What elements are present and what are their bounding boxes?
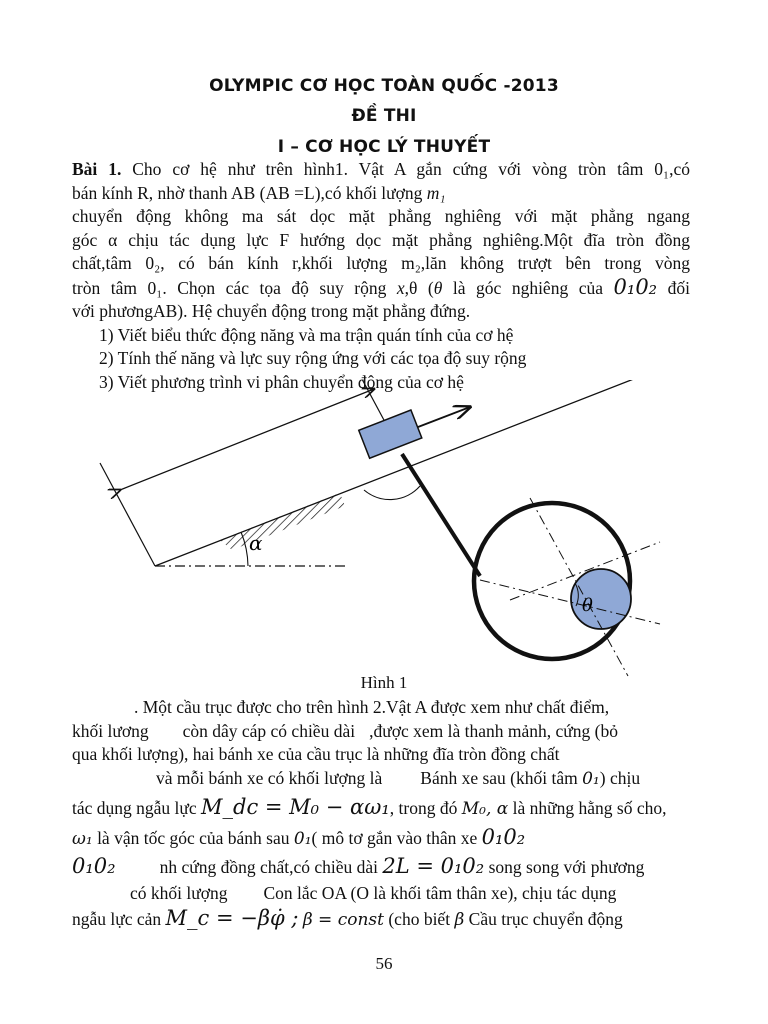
problem-2-text: ( mô tơ gắn vào thân xe: [311, 827, 478, 848]
torque-formula: M_dc = M₀ − αω₁: [201, 795, 390, 819]
theta-symbol: θ: [433, 277, 443, 298]
problem-1-line: [72, 182, 690, 206]
problem-2-text: ) chịu: [599, 767, 641, 788]
section-heading: I – CƠ HỌC LÝ THUYẾT: [277, 137, 491, 157]
beta-symbol: β: [454, 910, 465, 930]
dimension-line: [355, 380, 385, 422]
problem-1-text: tròn tâm 0₁. Chọn các tọa độ suy rộng: [72, 277, 397, 298]
problem-1-text: ,θ (: [404, 277, 434, 298]
problem-2-text: song song với phương: [488, 857, 645, 877]
problem-2-line: [72, 796, 690, 822]
o1-symbol: 0₁: [582, 768, 600, 789]
problem-2-text: (cho biết: [388, 909, 451, 929]
beta-constant: β = const: [302, 910, 384, 930]
joint-arc: [364, 486, 420, 500]
figure-caption: Hình 1: [360, 673, 408, 692]
problem-2-line: [72, 855, 690, 880]
block-a: [359, 410, 422, 458]
problem-2-text: Con lắc OA (O là khối tâm thân xe), chịu tác dụng: [263, 882, 617, 903]
problem-2-text: là những hằng số cho,: [512, 798, 667, 818]
problem-1-item: 2) Tính thế năng và lực suy rộng ứng với các tọa độ suy rộng: [99, 348, 527, 368]
problem-2-text: còn dây cáp có chiều dài: [182, 720, 356, 741]
problem-2-text: , trong đó: [389, 798, 458, 818]
problem-1-label: Bài 1.: [72, 159, 122, 179]
page-number: 56: [375, 954, 393, 973]
problem-1-line: góc α chịu tác dụng lực F hướng dọc mặt phẳng nghiêng.Một đĩa tròn đồng: [72, 229, 690, 250]
problem-1-line: chuyển động không ma sát dọc mặt phẳng nghiêng với mặt phẳng ngang: [72, 206, 690, 226]
problem-1-item: 3) Viết phương trình vi phân chuyển động của cơ hệ: [99, 371, 464, 392]
problem-2-text: khối lương: [72, 720, 149, 741]
problem-2-line: . Một cầu trục được cho trên hình 2.Vật A được xem như chất điểm,: [134, 697, 610, 717]
axis-line: [480, 580, 660, 624]
problem-1: [72, 158, 690, 394]
problem-1-text: đối: [657, 277, 690, 298]
problem-2: [72, 696, 690, 933]
problem-1-text: bán kính R, nhờ thanh AB (AB =L),có khối lượng: [72, 182, 427, 203]
omega-symbol: ω₁: [72, 828, 93, 849]
problem-1-text: Cho cơ hệ như trên hình1. Vật A gắn cứng với vòng tròn tâm 0₁,có: [121, 159, 691, 179]
problem-2-text: Cầu trục chuyển động: [468, 909, 623, 929]
problem-2-text: ngẫu lực cản: [72, 909, 162, 929]
resist-torque-formula: M_c = −βφ̇ ;: [165, 906, 299, 930]
problem-2-line: qua khối lượng), hai bánh xe của cầu trục là những đĩa tròn đồng chất: [72, 744, 560, 764]
problem-1-line: với phươngAB). Hệ chuyển động trong mặt phẳng đứng.: [72, 301, 471, 321]
problem-2-text: nh cứng đồng chất,có chiều dài: [159, 857, 379, 877]
disc-o2: [571, 569, 631, 629]
problem-1-line: [72, 158, 690, 182]
problem-1-text: là góc nghiêng của: [442, 277, 614, 298]
o1-symbol: 0₁: [293, 828, 312, 849]
problem-2-text: ,được xem là thanh mảnh, cứng (bỏ: [369, 720, 618, 741]
theta-label: θ: [582, 595, 593, 616]
problem-2-text: là vận tốc góc của bánh sau: [97, 827, 290, 848]
problem-2-line: [72, 907, 690, 933]
figure-1: [0, 380, 768, 680]
problem-2-line: [72, 882, 690, 906]
alpha-label: α: [249, 531, 263, 555]
problem-1-line: chất,tâm 0₂, có bán kính r,khối lượng m₂,lăn không trượt bên trong vòng: [72, 253, 690, 273]
o1o2-symbol: 0₁0₂: [613, 274, 658, 299]
o1o2-symbol: 0₁0₂: [481, 824, 526, 849]
force-arrow: [418, 407, 470, 427]
rod-ab: [402, 454, 480, 576]
exam-title: OLYMPIC CƠ HỌC TOÀN QUỐC -2013: [209, 76, 559, 96]
length-formula: 2L = 0₁0₂: [382, 854, 485, 878]
problem-1-item: 1) Viết biểu thức động năng và ma trận quán tính của cơ hệ: [99, 324, 514, 345]
problem-1-line: [72, 276, 690, 301]
incline-hatching: [220, 493, 345, 550]
length-arrow: [120, 389, 374, 490]
problem-2-text: Bánh xe sau (khối tâm: [420, 767, 578, 788]
problem-2-text: và mỗi bánh xe có khối lượng là: [156, 767, 383, 788]
coordinate-symbol: x: [396, 277, 405, 298]
constants-symbol: M₀, α: [461, 799, 509, 819]
exam-subtitle: ĐỀ THI: [351, 106, 417, 126]
problem-2-line: [72, 720, 690, 744]
problem-2-line: [72, 826, 690, 852]
problem-2-text: tác dụng ngẫu lực: [72, 798, 197, 818]
o1o2-symbol: 0₁0₂: [72, 854, 116, 878]
problem-2-line: [72, 767, 690, 792]
dimension-line: [100, 463, 155, 566]
mass-symbol: m₁: [426, 182, 446, 203]
problem-2-text: có khối lượng: [130, 882, 228, 903]
